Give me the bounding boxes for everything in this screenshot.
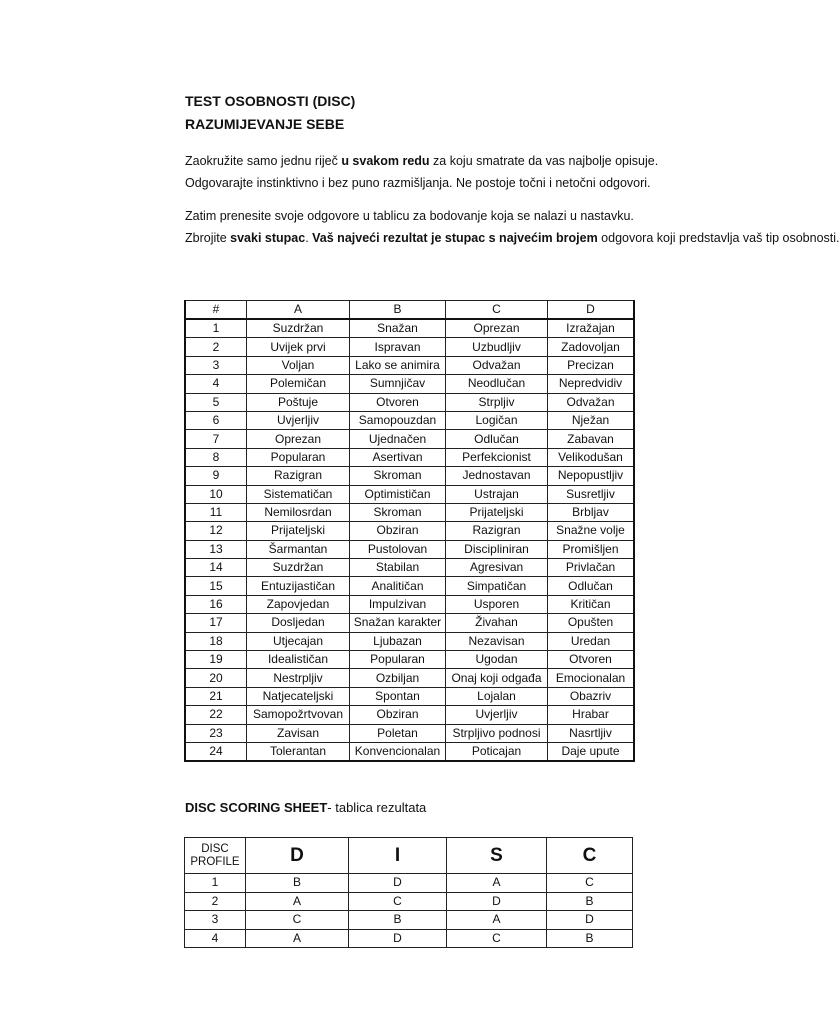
word-cell[interactable]: Nježan [548, 411, 635, 429]
word-cell[interactable]: Ispravan [350, 338, 446, 356]
scoring-row-number: 3 [185, 911, 246, 930]
scoring-cell: B [246, 874, 349, 893]
word-cell[interactable]: Uzbudljiv [446, 338, 548, 356]
word-cell[interactable]: Analitičan [350, 577, 446, 595]
row-number: 8 [185, 448, 247, 466]
word-cell[interactable]: Promišljen [548, 540, 635, 558]
word-cell[interactable]: Razigran [446, 522, 548, 540]
table-row [185, 448, 634, 466]
word-cell[interactable]: Prijateljski [446, 503, 548, 521]
word-cell[interactable]: Usporen [446, 595, 548, 613]
emphasis-text: svaki stupac [230, 231, 306, 245]
word-cell[interactable]: Dosljedan [247, 614, 350, 632]
row-number: 1 [185, 319, 247, 338]
word-cell[interactable]: Nepopustljiv [548, 467, 635, 485]
word-cell[interactable]: Šarmantan [247, 540, 350, 558]
word-cell[interactable]: Velikodušan [548, 448, 635, 466]
row-number: 7 [185, 430, 247, 448]
word-cell[interactable]: Zapovjedan [247, 595, 350, 613]
word-cell[interactable]: Sumnjičav [350, 375, 446, 393]
word-cell[interactable]: Agresivan [446, 559, 548, 577]
table-row [185, 319, 634, 338]
word-cell[interactable]: Nemilosrdan [247, 503, 350, 521]
word-cell[interactable]: Ugodan [446, 651, 548, 669]
instructions-line: Zatim prenesite svoje odgovore u tablicu za bodovanje koja se nalazi u nastavku. [185, 209, 634, 223]
word-cell[interactable]: Oprezan [247, 430, 350, 448]
table-row [185, 706, 634, 724]
word-cell[interactable]: Uvijek prvi [247, 338, 350, 356]
scoring-row [185, 929, 633, 948]
word-cell[interactable]: Lojalan [446, 687, 548, 705]
disc-profile-label [185, 838, 246, 874]
word-cell[interactable]: Odvažan [548, 393, 635, 411]
word-cell[interactable]: Discipliniran [446, 540, 548, 558]
word-cell[interactable]: Zavisan [247, 724, 350, 742]
word-cell[interactable]: Obziran [350, 706, 446, 724]
word-cell[interactable]: Lako se animira [350, 356, 446, 374]
word-cell[interactable]: Uvjerljiv [446, 706, 548, 724]
word-cell[interactable]: Nestrpljiv [247, 669, 350, 687]
row-number: 24 [185, 742, 247, 761]
word-cell[interactable]: Uvjerljiv [247, 411, 350, 429]
word-cell[interactable]: Brbljav [548, 503, 635, 521]
word-cell[interactable]: Utjecajan [247, 632, 350, 650]
table-row [185, 411, 634, 429]
word-cell[interactable]: Živahan [446, 614, 548, 632]
table-row [185, 467, 634, 485]
word-choice-table [184, 300, 635, 762]
scoring-cell: B [547, 929, 633, 948]
table-row [185, 559, 634, 577]
word-cell[interactable]: Izražajan [548, 319, 635, 338]
scoring-cell: B [349, 911, 447, 930]
table-row [185, 742, 634, 761]
word-cell[interactable]: Skroman [350, 467, 446, 485]
word-cell[interactable]: Razigran [247, 467, 350, 485]
word-cell[interactable]: Opušten [548, 614, 635, 632]
word-cell[interactable]: Konvencionalan [350, 742, 446, 761]
text-run: Zbrojite [185, 231, 231, 245]
text-run: odgovora koji predstavlja vaš tip osobnosti. [597, 231, 840, 245]
row-number: 15 [185, 577, 247, 595]
table-row [185, 669, 634, 687]
row-number: 14 [185, 559, 247, 577]
word-cell[interactable]: Snažan [350, 319, 446, 338]
row-number: 6 [185, 411, 247, 429]
word-cell[interactable]: Odvažan [446, 356, 548, 374]
word-cell[interactable]: Prijateljski [247, 522, 350, 540]
word-cell[interactable]: Nezavisan [446, 632, 548, 650]
row-number: 5 [185, 393, 247, 411]
word-cell[interactable]: Jednostavan [446, 467, 548, 485]
word-cell[interactable]: Zadovoljan [548, 338, 635, 356]
scoring-cell: A [447, 874, 547, 893]
word-cell[interactable]: Poticajan [446, 742, 548, 761]
table-row [185, 485, 634, 503]
table-row [185, 577, 634, 595]
table-row [185, 503, 634, 521]
word-cell[interactable]: Popularan [350, 651, 446, 669]
scoring-cell: C [349, 892, 447, 911]
scoring-cell: D [547, 911, 633, 930]
instructions-line: Odgovarajte instinktivno i bez puno razmišljanja. Ne postoje točni i netočni odgovori. [185, 176, 651, 190]
word-cell[interactable]: Otvoren [548, 651, 635, 669]
document-title: TEST OSOBNOSTI (DISC) [185, 93, 356, 109]
row-number: 11 [185, 503, 247, 521]
profile-label-line: DISC [201, 842, 229, 855]
table-row [185, 614, 634, 632]
scoring-row [185, 911, 633, 930]
word-cell[interactable]: Uredan [548, 632, 635, 650]
table-row [185, 356, 634, 374]
table-row [185, 632, 634, 650]
word-cell[interactable]: Snažne volje [548, 522, 635, 540]
word-cell[interactable]: Samopouzdan [350, 411, 446, 429]
word-cell[interactable]: Ljubazan [350, 632, 446, 650]
column-header: C [446, 301, 548, 320]
scoring-table [184, 837, 633, 948]
word-cell[interactable]: Asertivan [350, 448, 446, 466]
scoring-cell: C [246, 911, 349, 930]
row-number: 22 [185, 706, 247, 724]
table-row [185, 375, 634, 393]
word-cell[interactable]: Samopožrtvovan [247, 706, 350, 724]
word-cell[interactable]: Sistematičan [247, 485, 350, 503]
text-run: . [305, 231, 313, 245]
word-cell[interactable]: Optimističan [350, 485, 446, 503]
word-cell[interactable]: Oprezan [446, 319, 548, 338]
table-row [185, 687, 634, 705]
word-cell[interactable]: Ujednačen [350, 430, 446, 448]
emphasis-text: Vaš najveći rezultat je stupac s najvećim brojem [312, 231, 598, 245]
row-number: 19 [185, 651, 247, 669]
word-cell[interactable]: Onaj koji odgađa [446, 669, 548, 687]
row-number: 2 [185, 338, 247, 356]
text-run: za koju smatrate da vas najbolje opisuje. [429, 154, 659, 168]
word-cell[interactable]: Impulzivan [350, 595, 446, 613]
scoring-row-number: 2 [185, 892, 246, 911]
word-cell[interactable]: Nasrtljiv [548, 724, 635, 742]
word-cell[interactable]: Odlučan [548, 577, 635, 595]
scoring-cell: D [349, 874, 447, 893]
scoring-cell: A [246, 929, 349, 948]
table-row [185, 540, 634, 558]
scoring-cell: D [349, 929, 447, 948]
word-cell[interactable]: Entuzijastičan [247, 577, 350, 595]
word-cell[interactable]: Ustrajan [446, 485, 548, 503]
disc-column-header: S [447, 838, 547, 874]
word-cell[interactable]: Precizan [548, 356, 635, 374]
scoring-row [185, 892, 633, 911]
word-cell[interactable]: Snažan karakter [350, 614, 446, 632]
word-cell[interactable]: Polemičan [247, 375, 350, 393]
table-row [185, 522, 634, 540]
word-cell[interactable]: Suzdržan [247, 319, 350, 338]
word-cell[interactable]: Zabavan [548, 430, 635, 448]
word-cell[interactable]: Ozbiljan [350, 669, 446, 687]
word-cell[interactable]: Spontan [350, 687, 446, 705]
scoring-row-number: 4 [185, 929, 246, 948]
word-cell[interactable]: Obziran [350, 522, 446, 540]
word-cell[interactable]: Simpatičan [446, 577, 548, 595]
word-cell[interactable]: Hrabar [548, 706, 635, 724]
word-cell[interactable]: Daje upute [548, 742, 635, 761]
word-cell[interactable]: Suzdržan [247, 559, 350, 577]
row-number: 21 [185, 687, 247, 705]
word-cell[interactable]: Tolerantan [247, 742, 350, 761]
word-cell[interactable]: Popularan [247, 448, 350, 466]
row-number: 3 [185, 356, 247, 374]
word-cell[interactable]: Otvoren [350, 393, 446, 411]
row-number: 17 [185, 614, 247, 632]
word-cell[interactable]: Privlačan [548, 559, 635, 577]
scoring-row [185, 874, 633, 893]
word-cell[interactable]: Voljan [247, 356, 350, 374]
instructions-line [185, 227, 840, 249]
row-number: 12 [185, 522, 247, 540]
row-number: 9 [185, 467, 247, 485]
word-cell[interactable]: Logičan [446, 411, 548, 429]
scoring-row-number: 1 [185, 874, 246, 893]
word-cell[interactable]: Perfekcionist [446, 448, 548, 466]
scoring-header-row [185, 838, 633, 874]
table-row [185, 393, 634, 411]
instructions-line [185, 150, 691, 172]
column-header: B [350, 301, 446, 320]
table-row [185, 338, 634, 356]
scoring-title-bold: DISC SCORING SHEET [185, 800, 328, 815]
word-cell[interactable]: Pustolovan [350, 540, 446, 558]
word-cell[interactable]: Stabilan [350, 559, 446, 577]
word-cell[interactable]: Emocionalan [548, 669, 635, 687]
emphasis-text: u svakom redu [341, 154, 430, 168]
instructions-paragraph-1 [185, 150, 691, 194]
word-cell[interactable]: Odlučan [446, 430, 548, 448]
word-cell[interactable]: Kritičan [548, 595, 635, 613]
row-number: 18 [185, 632, 247, 650]
word-cell[interactable]: Susretljiv [548, 485, 635, 503]
row-number: 13 [185, 540, 247, 558]
row-number: 4 [185, 375, 247, 393]
text-run: Zaokružite samo jednu riječ [185, 154, 342, 168]
document-subtitle: RAZUMIJEVANJE SEBE [185, 116, 345, 132]
word-cell[interactable]: Strpljivo podnosi [446, 724, 548, 742]
profile-label-line: PROFILE [190, 855, 240, 868]
row-number: 16 [185, 595, 247, 613]
disc-column-header: C [547, 838, 633, 874]
table-row [185, 651, 634, 669]
table-header-row [185, 301, 634, 320]
instructions-paragraph-2 [185, 205, 840, 249]
row-number: 20 [185, 669, 247, 687]
column-header: # [185, 301, 247, 320]
scoring-cell: D [447, 892, 547, 911]
scoring-cell: A [246, 892, 349, 911]
word-cell[interactable]: Obazriv [548, 687, 635, 705]
disc-column-header: D [246, 838, 349, 874]
scoring-sheet-title [185, 797, 426, 819]
scoring-title-rest: - tablica rezultata [327, 800, 427, 815]
scoring-cell: B [547, 892, 633, 911]
column-header: A [247, 301, 350, 320]
word-cell[interactable]: Poletan [350, 724, 446, 742]
word-cell[interactable]: Neodlučan [446, 375, 548, 393]
scoring-cell: C [547, 874, 633, 893]
word-cell[interactable]: Idealističan [247, 651, 350, 669]
scoring-cell: C [447, 929, 547, 948]
table-row [185, 430, 634, 448]
row-number: 23 [185, 724, 247, 742]
word-cell[interactable]: Poštuje [247, 393, 350, 411]
table-row [185, 595, 634, 613]
word-cell[interactable]: Strpljiv [446, 393, 548, 411]
word-cell[interactable]: Natjecateljski [247, 687, 350, 705]
scoring-cell: A [447, 911, 547, 930]
word-cell[interactable]: Nepredvidiv [548, 375, 635, 393]
row-number: 10 [185, 485, 247, 503]
word-cell[interactable]: Skroman [350, 503, 446, 521]
disc-column-header: I [349, 838, 447, 874]
table-row [185, 724, 634, 742]
column-header: D [548, 301, 635, 320]
